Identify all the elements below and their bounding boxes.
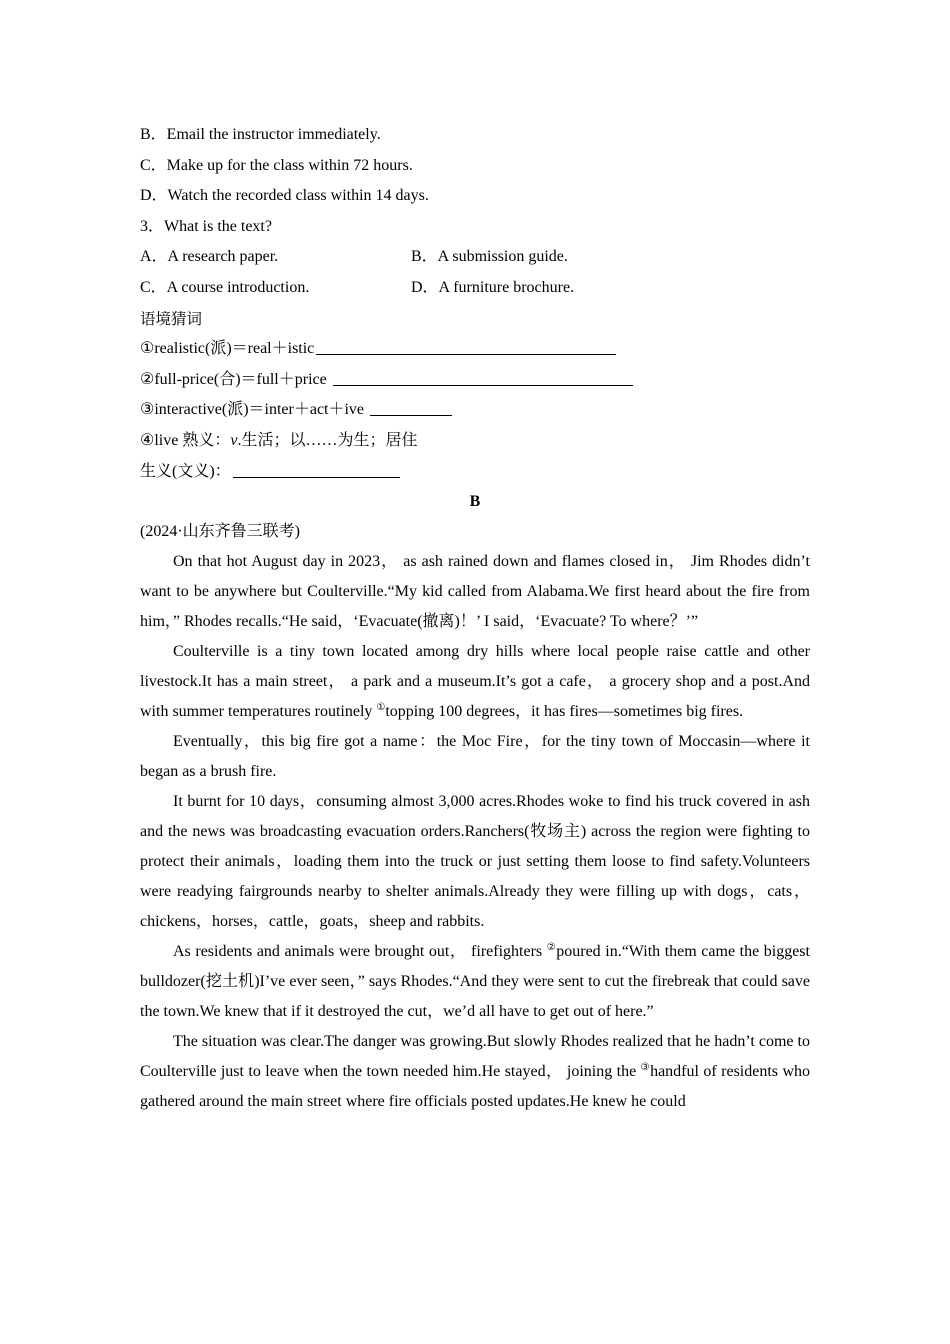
answer-blank-2[interactable] — [333, 367, 633, 386]
question-3-option-b: B．A submission guide. — [411, 248, 568, 266]
answer-blank-3[interactable] — [370, 397, 452, 416]
footnote-marker-2: ② — [546, 942, 557, 954]
option-d: D．Watch the recorded class within 14 days. — [140, 187, 429, 205]
passage-source: (2024·山东齐鲁三联考) — [140, 523, 300, 541]
question-3-options-row-2 — [140, 273, 810, 304]
question-3-option-c: C．A course introduction. — [140, 278, 310, 296]
footnote-marker-1: ① — [376, 702, 386, 714]
vocab-item-1-text: ①realistic(派)＝real＋istic — [140, 340, 315, 358]
paragraph-5 — [140, 937, 810, 1027]
paragraph-2-part-1: Coulterville is a tiny town located among dry hills where local people raise cattle and other livestock.It has a main street， a park and a museum.It’s got a cafe， a grocery shop and a post.And with summer temperatures routinely — [140, 643, 810, 721]
vocab-item-4 — [140, 426, 810, 457]
paragraph-5-part-1: As residents and animals were brought out， firefighters — [173, 943, 547, 961]
section-title: B — [469, 493, 481, 511]
answer-blank-1[interactable] — [316, 336, 616, 355]
footnote-marker-3: ③ — [640, 1062, 651, 1074]
question-3-stem: 3．What is the text? — [140, 217, 272, 235]
paragraph-6-part-1: The situation was clear.The danger was growing.But slowly Rhodes realized that he hadn’t come to Coulterville just to leave when the town needed him.He stayed， joining the — [140, 1033, 810, 1081]
question-3-options-row-1 — [140, 242, 810, 273]
question-3-option-a: A．A research paper. — [140, 248, 279, 266]
paragraph-6-part-2: handful of residents who gathered around the main street where fire officials posted updates.He knew he could — [140, 1063, 811, 1111]
vocab-item-3 — [140, 395, 810, 426]
option-c: C．Make up for the class within 72 hours. — [140, 156, 413, 174]
answer-blank-4[interactable] — [233, 459, 400, 478]
vocab-item-2-text: ②full-price(合)＝full＋price — [140, 370, 327, 388]
paragraph-2-part-2: topping 100 degrees，it has fires—sometimes big fires. — [385, 703, 744, 721]
question-3-option-d: D．A furniture brochure. — [411, 278, 575, 296]
paragraph-5-part-2: poured in.“With them came the biggest bulldozer(挖土机)I’ve ever seen，” says Rhodes.“And they were sent to cut the firebreak that could save the town.We knew that if it destroyed the cut，we’d all have to get out of here.” — [140, 943, 810, 1021]
vocab-item-4-meaning: .生活；以……为生；居住 — [237, 431, 418, 449]
paragraph-2 — [140, 637, 810, 727]
vocab-item-3-text: ③interactive(派)＝inter＋act＋ive — [140, 401, 365, 419]
paragraph-4: It burnt for 10 days，consuming almost 3,000 acres.Rhodes woke to find his truck covered in ash and the news was broadcasting evacuation orders.Ranchers(牧场主) across the region were fighting to protect their animals，loading them into the truck or just setting them loose to find safety.Volunteers were readying fairgrounds nearby to shelter animals.Already they were filling up with dogs，cats，chickens，horses，cattle，goats，sheep and rabbits. — [140, 793, 810, 931]
vocab-item-5 — [140, 457, 810, 488]
paragraph-6 — [140, 1027, 810, 1117]
document-page — [140, 120, 810, 1117]
vocab-item-2 — [140, 365, 810, 396]
vocab-item-5-text: 生义(文义)： — [140, 462, 231, 480]
vocab-item-4-pos: v — [230, 431, 238, 449]
vocab-item-4-prefix: ④live 熟义： — [140, 431, 231, 449]
vocab-item-1 — [140, 334, 810, 365]
option-b: B．Email the instructor immediately. — [140, 126, 381, 143]
paragraph-3: Eventually，this big fire got a name：the Moc Fire，for the tiny town of Moccasin—where it began as a brush fire. — [140, 733, 810, 781]
paragraph-1: On that hot August day in 2023， as ash rained down and flames closed in， Jim Rhodes didn’t want to be anywhere but Coulterville.“My kid called from Alabama.We first heard about the fire from him，” Rhodes recalls.“He said，‘Evacuate(撤离)！’ I said，‘Evacuate? To where？’” — [140, 553, 810, 631]
vocab-heading: 语境猜词 — [140, 309, 203, 328]
